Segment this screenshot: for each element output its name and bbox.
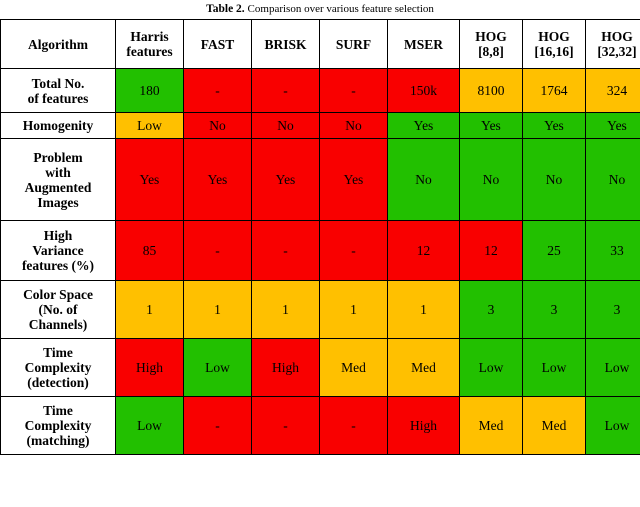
table-cell: 180: [116, 69, 184, 113]
table-cell: -: [320, 397, 388, 455]
header-line: [16,16]: [534, 44, 574, 59]
column-header-mser: [388, 20, 460, 69]
row-header-line: High: [43, 228, 73, 243]
header-line: HOG: [601, 29, 633, 44]
column-header-hog-32-32: [586, 20, 640, 69]
table-cell: -: [252, 221, 320, 281]
table-row: [1, 69, 640, 113]
table-cell: Low: [586, 397, 640, 455]
header-line: Algorithm: [28, 36, 88, 52]
row-header: [1, 397, 116, 455]
table-cell: 324: [586, 69, 640, 113]
table-cell: High: [252, 339, 320, 397]
table-cell: No: [460, 139, 523, 221]
table-row: [1, 397, 640, 455]
header-line: HOG: [538, 29, 570, 44]
table-cell: 33: [586, 221, 640, 281]
table-cell: Med: [388, 339, 460, 397]
header-line: MSER: [403, 36, 443, 52]
row-header-line: of features: [27, 90, 89, 106]
table-body: [1, 69, 640, 455]
table-cell: -: [184, 397, 252, 455]
table-cell: 1: [252, 281, 320, 339]
table-cell: -: [320, 221, 388, 281]
row-header: [1, 281, 116, 339]
table-cell: -: [184, 69, 252, 113]
row-header-line: with: [45, 164, 71, 180]
header-line: [8,8]: [478, 44, 504, 59]
table-cell: Yes: [252, 139, 320, 221]
table-cell: 1: [116, 281, 184, 339]
table-cell: Yes: [586, 113, 640, 139]
row-header-line: Problem: [33, 149, 83, 165]
header-line: HOG: [475, 29, 507, 44]
column-header-hog-16-16: [523, 20, 586, 69]
row-header-line: Variance: [32, 243, 84, 258]
row-header-line: Complexity: [24, 418, 92, 433]
table-cell: No: [320, 113, 388, 139]
table-cell: Med: [460, 397, 523, 455]
table-cell: High: [116, 339, 184, 397]
table-cell: Low: [116, 113, 184, 139]
row-header-line: Channels): [28, 317, 88, 332]
row-header-line: Homogenity: [22, 118, 94, 133]
table-row: [1, 339, 640, 397]
table-cell: Yes: [523, 113, 586, 139]
table-cell: -: [184, 221, 252, 281]
table-cell: No: [184, 113, 252, 139]
row-header-line: Time: [43, 403, 73, 418]
row-header-line: Images: [37, 194, 79, 210]
table-cell: 12: [388, 221, 460, 281]
table-cell: Low: [586, 339, 640, 397]
table-row: [1, 113, 640, 139]
row-header: [1, 339, 116, 397]
row-header-line: Complexity: [24, 360, 92, 375]
row-header-line: (matching): [26, 433, 90, 448]
table-cell: No: [523, 139, 586, 221]
table-cell: No: [586, 139, 640, 221]
table-cell: 3: [460, 281, 523, 339]
table-cell: Med: [320, 339, 388, 397]
row-header-line: (No. of: [38, 302, 78, 317]
column-header-brisk: [252, 20, 320, 69]
table-cell: 12: [460, 221, 523, 281]
header-line: BRISK: [264, 36, 307, 52]
table-cell: -: [320, 69, 388, 113]
row-header-line: Total No.: [31, 75, 85, 91]
table-cell: Yes: [320, 139, 388, 221]
row-header-line: Color Space: [23, 287, 93, 302]
caption-label: Table 2.: [206, 3, 245, 15]
caption-text: Comparison over various feature selection: [247, 3, 434, 15]
table-cell: Yes: [460, 113, 523, 139]
table-cell: Med: [523, 397, 586, 455]
table-cell: 85: [116, 221, 184, 281]
table-row: [1, 139, 640, 221]
column-header-surf: [320, 20, 388, 69]
header-line: [32,32]: [597, 44, 637, 59]
comparison-table: [0, 19, 640, 455]
table-cell: High: [388, 397, 460, 455]
table-cell: Low: [184, 339, 252, 397]
table-header-row: [1, 20, 640, 69]
table-cell: 3: [523, 281, 586, 339]
column-header-harris: [116, 20, 184, 69]
column-header-algorithm: [1, 20, 116, 69]
row-header-line: Time: [43, 345, 73, 360]
table-cell: Low: [116, 397, 184, 455]
table-caption: [0, 0, 640, 19]
table-cell: Yes: [184, 139, 252, 221]
table-cell: Low: [523, 339, 586, 397]
column-header-hog-8-8: [460, 20, 523, 69]
header-line: features: [126, 44, 173, 59]
table-cell: 1764: [523, 69, 586, 113]
table-cell: Low: [460, 339, 523, 397]
row-header: [1, 221, 116, 281]
column-header-fast: [184, 20, 252, 69]
header-line: SURF: [335, 36, 372, 52]
row-header-line: (detection): [27, 375, 89, 390]
table-cell: No: [252, 113, 320, 139]
table-cell: 150k: [388, 69, 460, 113]
row-header: [1, 139, 116, 221]
table-cell: 1: [388, 281, 460, 339]
table-cell: -: [252, 69, 320, 113]
table-cell: 3: [586, 281, 640, 339]
table-cell: Yes: [116, 139, 184, 221]
table-cell: No: [388, 139, 460, 221]
table-row: [1, 281, 640, 339]
row-header-line: Augmented: [24, 179, 92, 195]
table-cell: 8100: [460, 69, 523, 113]
row-header: [1, 113, 116, 139]
table-row: [1, 221, 640, 281]
header-line: Harris: [130, 29, 169, 44]
table-cell: 1: [184, 281, 252, 339]
header-line: FAST: [200, 36, 235, 52]
table-cell: -: [252, 397, 320, 455]
row-header-line: features (%): [21, 258, 95, 273]
table-cell: 25: [523, 221, 586, 281]
table-cell: Yes: [388, 113, 460, 139]
table-cell: 1: [320, 281, 388, 339]
row-header: [1, 69, 116, 113]
